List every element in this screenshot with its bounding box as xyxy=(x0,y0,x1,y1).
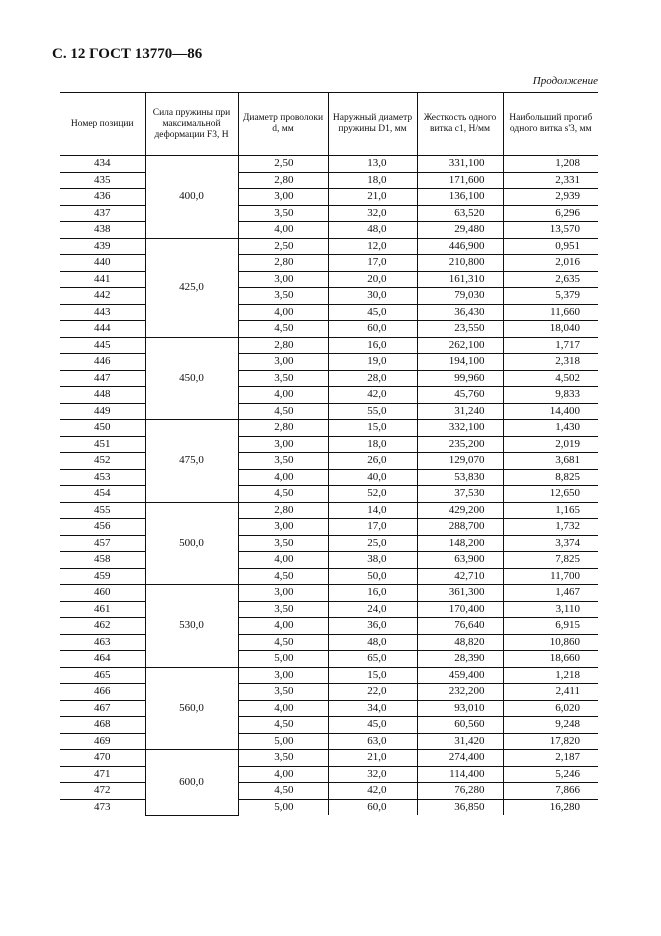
position-number: 473 xyxy=(60,799,145,815)
table-row xyxy=(60,436,598,453)
coil-stiffness: 161,310 xyxy=(417,271,503,288)
position-number: 449 xyxy=(60,403,145,420)
spring-spec-table xyxy=(60,92,598,816)
coil-stiffness: 99,960 xyxy=(417,370,503,387)
wire-diameter: 5,00 xyxy=(238,651,328,668)
outer-diameter: 17,0 xyxy=(328,519,417,536)
coil-stiffness: 136,100 xyxy=(417,189,503,206)
table-row xyxy=(60,717,598,734)
wire-diameter: 3,50 xyxy=(238,601,328,618)
position-number: 462 xyxy=(60,618,145,635)
outer-diameter: 48,0 xyxy=(328,634,417,651)
wire-diameter: 2,80 xyxy=(238,255,328,272)
max-deflection: 3,110 xyxy=(503,601,598,618)
max-deflection: 3,374 xyxy=(503,535,598,552)
wire-diameter: 4,50 xyxy=(238,634,328,651)
spring-force: 600,0 xyxy=(145,750,238,816)
table-row xyxy=(60,733,598,750)
wire-diameter: 2,80 xyxy=(238,420,328,437)
outer-diameter: 16,0 xyxy=(328,337,417,354)
coil-stiffness: 37,530 xyxy=(417,486,503,503)
table-row xyxy=(60,634,598,651)
max-deflection: 17,820 xyxy=(503,733,598,750)
max-deflection: 2,411 xyxy=(503,684,598,701)
spring-force: 450,0 xyxy=(145,337,238,420)
outer-diameter: 32,0 xyxy=(328,205,417,222)
outer-diameter: 25,0 xyxy=(328,535,417,552)
spring-force: 560,0 xyxy=(145,667,238,750)
table-header-row xyxy=(60,93,598,156)
table-row xyxy=(60,420,598,437)
wire-diameter: 3,50 xyxy=(238,684,328,701)
position-number: 454 xyxy=(60,486,145,503)
position-number: 459 xyxy=(60,568,145,585)
wire-diameter: 3,50 xyxy=(238,453,328,470)
spring-force: 530,0 xyxy=(145,585,238,668)
max-deflection: 14,400 xyxy=(503,403,598,420)
wire-diameter: 4,00 xyxy=(238,387,328,404)
wire-diameter: 3,00 xyxy=(238,354,328,371)
outer-diameter: 48,0 xyxy=(328,222,417,239)
max-deflection: 6,020 xyxy=(503,700,598,717)
position-number: 456 xyxy=(60,519,145,536)
coil-stiffness: 63,900 xyxy=(417,552,503,569)
table-row xyxy=(60,304,598,321)
wire-diameter: 4,00 xyxy=(238,618,328,635)
wire-diameter: 4,50 xyxy=(238,783,328,800)
position-number: 448 xyxy=(60,387,145,404)
outer-diameter: 32,0 xyxy=(328,766,417,783)
spring-force: 475,0 xyxy=(145,420,238,503)
table-body xyxy=(60,156,598,816)
max-deflection: 1,218 xyxy=(503,667,598,684)
table-row xyxy=(60,354,598,371)
outer-diameter: 18,0 xyxy=(328,436,417,453)
table-row xyxy=(60,766,598,783)
outer-diameter: 45,0 xyxy=(328,717,417,734)
wire-diameter: 2,80 xyxy=(238,172,328,189)
table-row xyxy=(60,700,598,717)
wire-diameter: 3,00 xyxy=(238,436,328,453)
table-row xyxy=(60,288,598,305)
max-deflection: 1,467 xyxy=(503,585,598,602)
wire-diameter: 4,00 xyxy=(238,222,328,239)
max-deflection: 6,915 xyxy=(503,618,598,635)
max-deflection: 2,331 xyxy=(503,172,598,189)
outer-diameter: 30,0 xyxy=(328,288,417,305)
max-deflection: 7,825 xyxy=(503,552,598,569)
page-title: С. 12 ГОСТ 13770—86 xyxy=(52,46,203,62)
wire-diameter: 4,50 xyxy=(238,568,328,585)
max-deflection: 1,732 xyxy=(503,519,598,536)
coil-stiffness: 31,420 xyxy=(417,733,503,750)
coil-stiffness: 48,820 xyxy=(417,634,503,651)
position-number: 446 xyxy=(60,354,145,371)
wire-diameter: 2,80 xyxy=(238,337,328,354)
max-deflection: 9,833 xyxy=(503,387,598,404)
position-number: 457 xyxy=(60,535,145,552)
position-number: 469 xyxy=(60,733,145,750)
table-row xyxy=(60,469,598,486)
column-header-stiffness: Жесткость одного витка c1, Н/мм xyxy=(417,93,503,156)
table-row xyxy=(60,552,598,569)
coil-stiffness: 446,900 xyxy=(417,238,503,255)
position-number: 468 xyxy=(60,717,145,734)
wire-diameter: 4,00 xyxy=(238,766,328,783)
max-deflection: 18,660 xyxy=(503,651,598,668)
wire-diameter: 4,00 xyxy=(238,552,328,569)
position-number: 451 xyxy=(60,436,145,453)
outer-diameter: 22,0 xyxy=(328,684,417,701)
outer-diameter: 28,0 xyxy=(328,370,417,387)
position-number: 435 xyxy=(60,172,145,189)
table-row xyxy=(60,750,598,767)
max-deflection: 2,318 xyxy=(503,354,598,371)
position-number: 450 xyxy=(60,420,145,437)
spring-force: 500,0 xyxy=(145,502,238,585)
table-row xyxy=(60,519,598,536)
coil-stiffness: 63,520 xyxy=(417,205,503,222)
wire-diameter: 2,50 xyxy=(238,156,328,173)
coil-stiffness: 42,710 xyxy=(417,568,503,585)
column-header-outer-diameter: Наружный диаметр пружины D1, мм xyxy=(328,93,417,156)
position-number: 452 xyxy=(60,453,145,470)
outer-diameter: 40,0 xyxy=(328,469,417,486)
outer-diameter: 42,0 xyxy=(328,783,417,800)
table-row xyxy=(60,535,598,552)
position-number: 438 xyxy=(60,222,145,239)
max-deflection: 2,016 xyxy=(503,255,598,272)
table-row xyxy=(60,601,598,618)
max-deflection: 1,717 xyxy=(503,337,598,354)
wire-diameter: 2,50 xyxy=(238,238,328,255)
max-deflection: 1,208 xyxy=(503,156,598,173)
coil-stiffness: 79,030 xyxy=(417,288,503,305)
table-row xyxy=(60,783,598,800)
table-row xyxy=(60,222,598,239)
position-number: 445 xyxy=(60,337,145,354)
outer-diameter: 18,0 xyxy=(328,172,417,189)
position-number: 439 xyxy=(60,238,145,255)
table-row xyxy=(60,585,598,602)
max-deflection: 10,860 xyxy=(503,634,598,651)
coil-stiffness: 274,400 xyxy=(417,750,503,767)
table-row xyxy=(60,370,598,387)
outer-diameter: 45,0 xyxy=(328,304,417,321)
table-row xyxy=(60,172,598,189)
coil-stiffness: 114,400 xyxy=(417,766,503,783)
table-row xyxy=(60,337,598,354)
coil-stiffness: 23,550 xyxy=(417,321,503,338)
coil-stiffness: 36,850 xyxy=(417,799,503,815)
outer-diameter: 26,0 xyxy=(328,453,417,470)
position-number: 458 xyxy=(60,552,145,569)
coil-stiffness: 361,300 xyxy=(417,585,503,602)
outer-diameter: 16,0 xyxy=(328,585,417,602)
position-number: 434 xyxy=(60,156,145,173)
wire-diameter: 3,50 xyxy=(238,205,328,222)
wire-diameter: 3,50 xyxy=(238,535,328,552)
coil-stiffness: 194,100 xyxy=(417,354,503,371)
max-deflection: 8,825 xyxy=(503,469,598,486)
max-deflection: 5,379 xyxy=(503,288,598,305)
position-number: 436 xyxy=(60,189,145,206)
outer-diameter: 15,0 xyxy=(328,667,417,684)
position-number: 464 xyxy=(60,651,145,668)
table-row xyxy=(60,667,598,684)
column-header-position: Номер позиции xyxy=(60,93,145,156)
table-row xyxy=(60,568,598,585)
wire-diameter: 4,00 xyxy=(238,304,328,321)
max-deflection: 2,635 xyxy=(503,271,598,288)
coil-stiffness: 210,800 xyxy=(417,255,503,272)
coil-stiffness: 45,760 xyxy=(417,387,503,404)
coil-stiffness: 459,400 xyxy=(417,667,503,684)
coil-stiffness: 29,480 xyxy=(417,222,503,239)
coil-stiffness: 53,830 xyxy=(417,469,503,486)
coil-stiffness: 288,700 xyxy=(417,519,503,536)
wire-diameter: 3,00 xyxy=(238,667,328,684)
max-deflection: 2,187 xyxy=(503,750,598,767)
coil-stiffness: 235,200 xyxy=(417,436,503,453)
coil-stiffness: 60,560 xyxy=(417,717,503,734)
wire-diameter: 5,00 xyxy=(238,799,328,815)
coil-stiffness: 76,280 xyxy=(417,783,503,800)
outer-diameter: 20,0 xyxy=(328,271,417,288)
table-row xyxy=(60,156,598,173)
table-row xyxy=(60,684,598,701)
coil-stiffness: 148,200 xyxy=(417,535,503,552)
outer-diameter: 65,0 xyxy=(328,651,417,668)
position-number: 440 xyxy=(60,255,145,272)
coil-stiffness: 170,400 xyxy=(417,601,503,618)
position-number: 461 xyxy=(60,601,145,618)
position-number: 472 xyxy=(60,783,145,800)
wire-diameter: 3,00 xyxy=(238,585,328,602)
max-deflection: 1,430 xyxy=(503,420,598,437)
wire-diameter: 3,00 xyxy=(238,519,328,536)
position-number: 455 xyxy=(60,502,145,519)
column-header-deflection: Наибольший прогиб одного витка s'3, мм xyxy=(503,93,598,156)
max-deflection: 7,866 xyxy=(503,783,598,800)
wire-diameter: 2,80 xyxy=(238,502,328,519)
table-row xyxy=(60,486,598,503)
table-row xyxy=(60,453,598,470)
table-row xyxy=(60,271,598,288)
outer-diameter: 38,0 xyxy=(328,552,417,569)
table-row xyxy=(60,238,598,255)
outer-diameter: 52,0 xyxy=(328,486,417,503)
table-row xyxy=(60,387,598,404)
outer-diameter: 12,0 xyxy=(328,238,417,255)
max-deflection: 16,280 xyxy=(503,799,598,815)
position-number: 465 xyxy=(60,667,145,684)
position-number: 447 xyxy=(60,370,145,387)
position-number: 444 xyxy=(60,321,145,338)
max-deflection: 0,951 xyxy=(503,238,598,255)
outer-diameter: 50,0 xyxy=(328,568,417,585)
table-row xyxy=(60,618,598,635)
coil-stiffness: 129,070 xyxy=(417,453,503,470)
outer-diameter: 19,0 xyxy=(328,354,417,371)
table-row xyxy=(60,799,598,815)
outer-diameter: 14,0 xyxy=(328,502,417,519)
coil-stiffness: 232,200 xyxy=(417,684,503,701)
outer-diameter: 60,0 xyxy=(328,321,417,338)
position-number: 471 xyxy=(60,766,145,783)
outer-diameter: 36,0 xyxy=(328,618,417,635)
coil-stiffness: 332,100 xyxy=(417,420,503,437)
outer-diameter: 21,0 xyxy=(328,750,417,767)
wire-diameter: 4,00 xyxy=(238,700,328,717)
coil-stiffness: 28,390 xyxy=(417,651,503,668)
max-deflection: 13,570 xyxy=(503,222,598,239)
wire-diameter: 3,00 xyxy=(238,189,328,206)
outer-diameter: 55,0 xyxy=(328,403,417,420)
table-row xyxy=(60,321,598,338)
outer-diameter: 42,0 xyxy=(328,387,417,404)
spring-force: 400,0 xyxy=(145,156,238,239)
position-number: 441 xyxy=(60,271,145,288)
max-deflection: 12,650 xyxy=(503,486,598,503)
wire-diameter: 3,50 xyxy=(238,370,328,387)
max-deflection: 11,660 xyxy=(503,304,598,321)
position-number: 442 xyxy=(60,288,145,305)
table-row xyxy=(60,189,598,206)
wire-diameter: 3,00 xyxy=(238,271,328,288)
position-number: 466 xyxy=(60,684,145,701)
position-number: 467 xyxy=(60,700,145,717)
table-row xyxy=(60,651,598,668)
max-deflection: 6,296 xyxy=(503,205,598,222)
wire-diameter: 3,50 xyxy=(238,750,328,767)
outer-diameter: 17,0 xyxy=(328,255,417,272)
max-deflection: 2,019 xyxy=(503,436,598,453)
position-number: 463 xyxy=(60,634,145,651)
wire-diameter: 3,50 xyxy=(238,288,328,305)
table-row xyxy=(60,403,598,420)
table-row xyxy=(60,205,598,222)
outer-diameter: 21,0 xyxy=(328,189,417,206)
coil-stiffness: 36,430 xyxy=(417,304,503,321)
position-number: 470 xyxy=(60,750,145,767)
wire-diameter: 5,00 xyxy=(238,733,328,750)
table-row xyxy=(60,255,598,272)
column-header-wire-diameter: Диаметр проволоки d, мм xyxy=(238,93,328,156)
outer-diameter: 63,0 xyxy=(328,733,417,750)
coil-stiffness: 31,240 xyxy=(417,403,503,420)
coil-stiffness: 76,640 xyxy=(417,618,503,635)
max-deflection: 9,248 xyxy=(503,717,598,734)
outer-diameter: 15,0 xyxy=(328,420,417,437)
coil-stiffness: 171,600 xyxy=(417,172,503,189)
max-deflection: 18,040 xyxy=(503,321,598,338)
wire-diameter: 4,50 xyxy=(238,717,328,734)
coil-stiffness: 93,010 xyxy=(417,700,503,717)
position-number: 460 xyxy=(60,585,145,602)
wire-diameter: 4,00 xyxy=(238,469,328,486)
table-row xyxy=(60,502,598,519)
coil-stiffness: 262,100 xyxy=(417,337,503,354)
position-number: 443 xyxy=(60,304,145,321)
outer-diameter: 34,0 xyxy=(328,700,417,717)
continuation-label: Продолжение xyxy=(532,75,598,87)
position-number: 437 xyxy=(60,205,145,222)
outer-diameter: 60,0 xyxy=(328,799,417,815)
spring-force: 425,0 xyxy=(145,238,238,337)
max-deflection: 2,939 xyxy=(503,189,598,206)
max-deflection: 1,165 xyxy=(503,502,598,519)
wire-diameter: 4,50 xyxy=(238,486,328,503)
max-deflection: 3,681 xyxy=(503,453,598,470)
outer-diameter: 13,0 xyxy=(328,156,417,173)
column-header-force: Сила пружины при максимальной деформации F3, Н xyxy=(145,93,238,156)
coil-stiffness: 331,100 xyxy=(417,156,503,173)
max-deflection: 11,700 xyxy=(503,568,598,585)
wire-diameter: 4,50 xyxy=(238,321,328,338)
max-deflection: 5,246 xyxy=(503,766,598,783)
outer-diameter: 24,0 xyxy=(328,601,417,618)
wire-diameter: 4,50 xyxy=(238,403,328,420)
position-number: 453 xyxy=(60,469,145,486)
max-deflection: 4,502 xyxy=(503,370,598,387)
coil-stiffness: 429,200 xyxy=(417,502,503,519)
